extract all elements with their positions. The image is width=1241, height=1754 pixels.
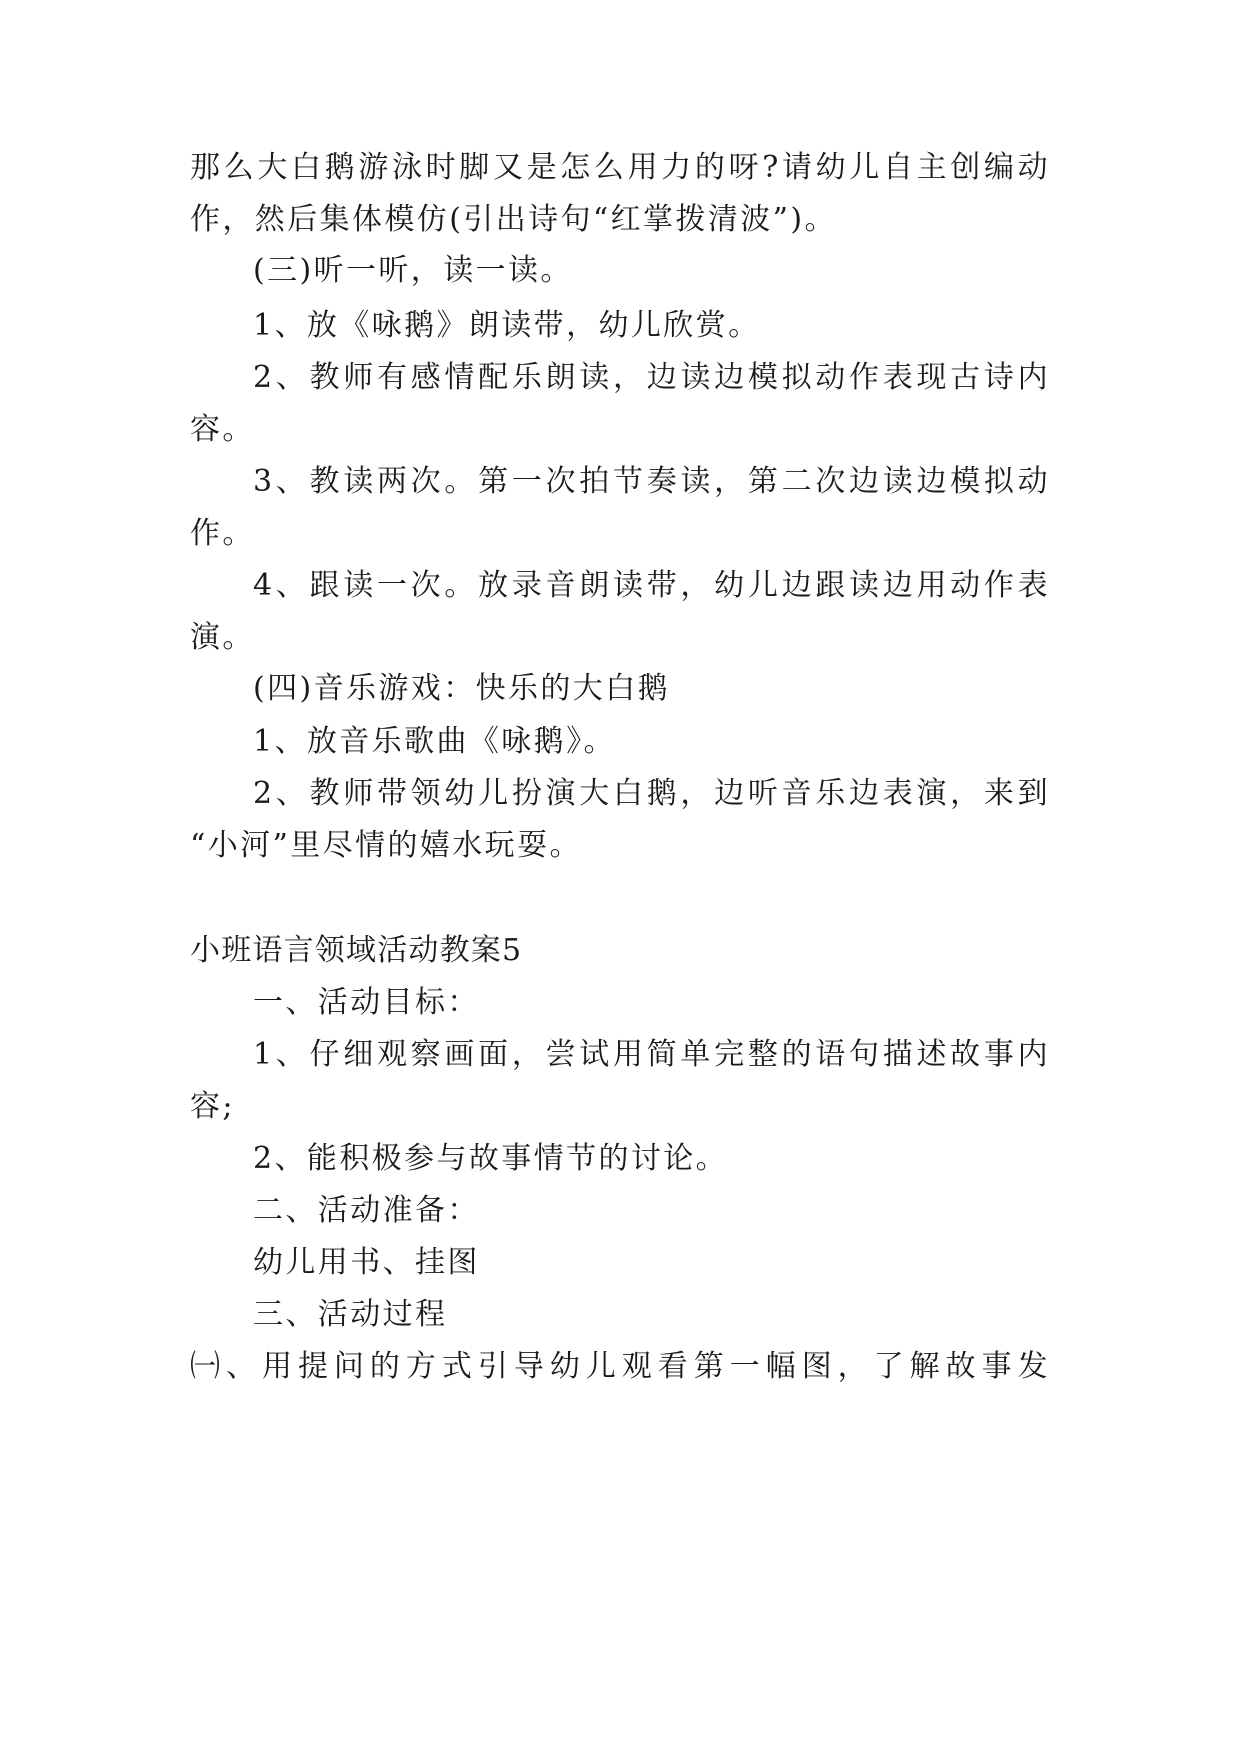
paragraph-line: 作。 xyxy=(190,516,255,551)
paragraph-line: 作，然后集体模仿(引出诗句“红掌拨清波”)。 xyxy=(190,202,837,237)
section-heading: 三、活动过程 xyxy=(253,1297,448,1332)
paragraph-line: 演。 xyxy=(190,620,255,655)
section-heading: 二、活动准备： xyxy=(253,1193,480,1228)
document-title: 小班语言领域活动教案5 xyxy=(190,933,523,968)
section-heading: (三)听一听，读一读。 xyxy=(253,253,573,288)
list-item: 2、教师有感情配乐朗读，边读边模拟动作表现古诗内 xyxy=(253,360,1050,395)
list-item: 1、放音乐歌曲《咏鹅》。 xyxy=(253,724,616,759)
section-heading: (四)音乐游戏：快乐的大白鹅 xyxy=(253,671,671,706)
section-heading: 一、活动目标： xyxy=(253,985,480,1020)
paragraph-line: “小河”里尽情的嬉水玩耍。 xyxy=(190,828,582,863)
list-item: 2、能积极参与故事情节的讨论。 xyxy=(253,1141,729,1176)
paragraph-line: 那么大白鹅游泳时脚又是怎么用力的呀?请幼儿自主创编动 xyxy=(190,150,1050,185)
list-item: 4、跟读一次。放录音朗读带，幼儿边跟读边用动作表 xyxy=(253,568,1050,603)
list-item: 2、教师带领幼儿扮演大白鹅，边听音乐边表演，来到 xyxy=(253,776,1050,811)
paragraph-line: 容; xyxy=(190,1089,235,1124)
list-item: 1、仔细观察画面，尝试用简单完整的语句描述故事内 xyxy=(253,1037,1050,1072)
list-item: 1、放《咏鹅》朗读带，幼儿欣赏。 xyxy=(253,308,761,343)
paragraph-line: 幼儿用书、挂图 xyxy=(253,1245,480,1280)
list-item: 3、教读两次。第一次拍节奏读，第二次边读边模拟动 xyxy=(253,464,1050,499)
paragraph-line: 容。 xyxy=(190,412,255,447)
list-item: ㈠、用提问的方式引导幼儿观看第一幅图，了解故事发 xyxy=(190,1349,1050,1384)
